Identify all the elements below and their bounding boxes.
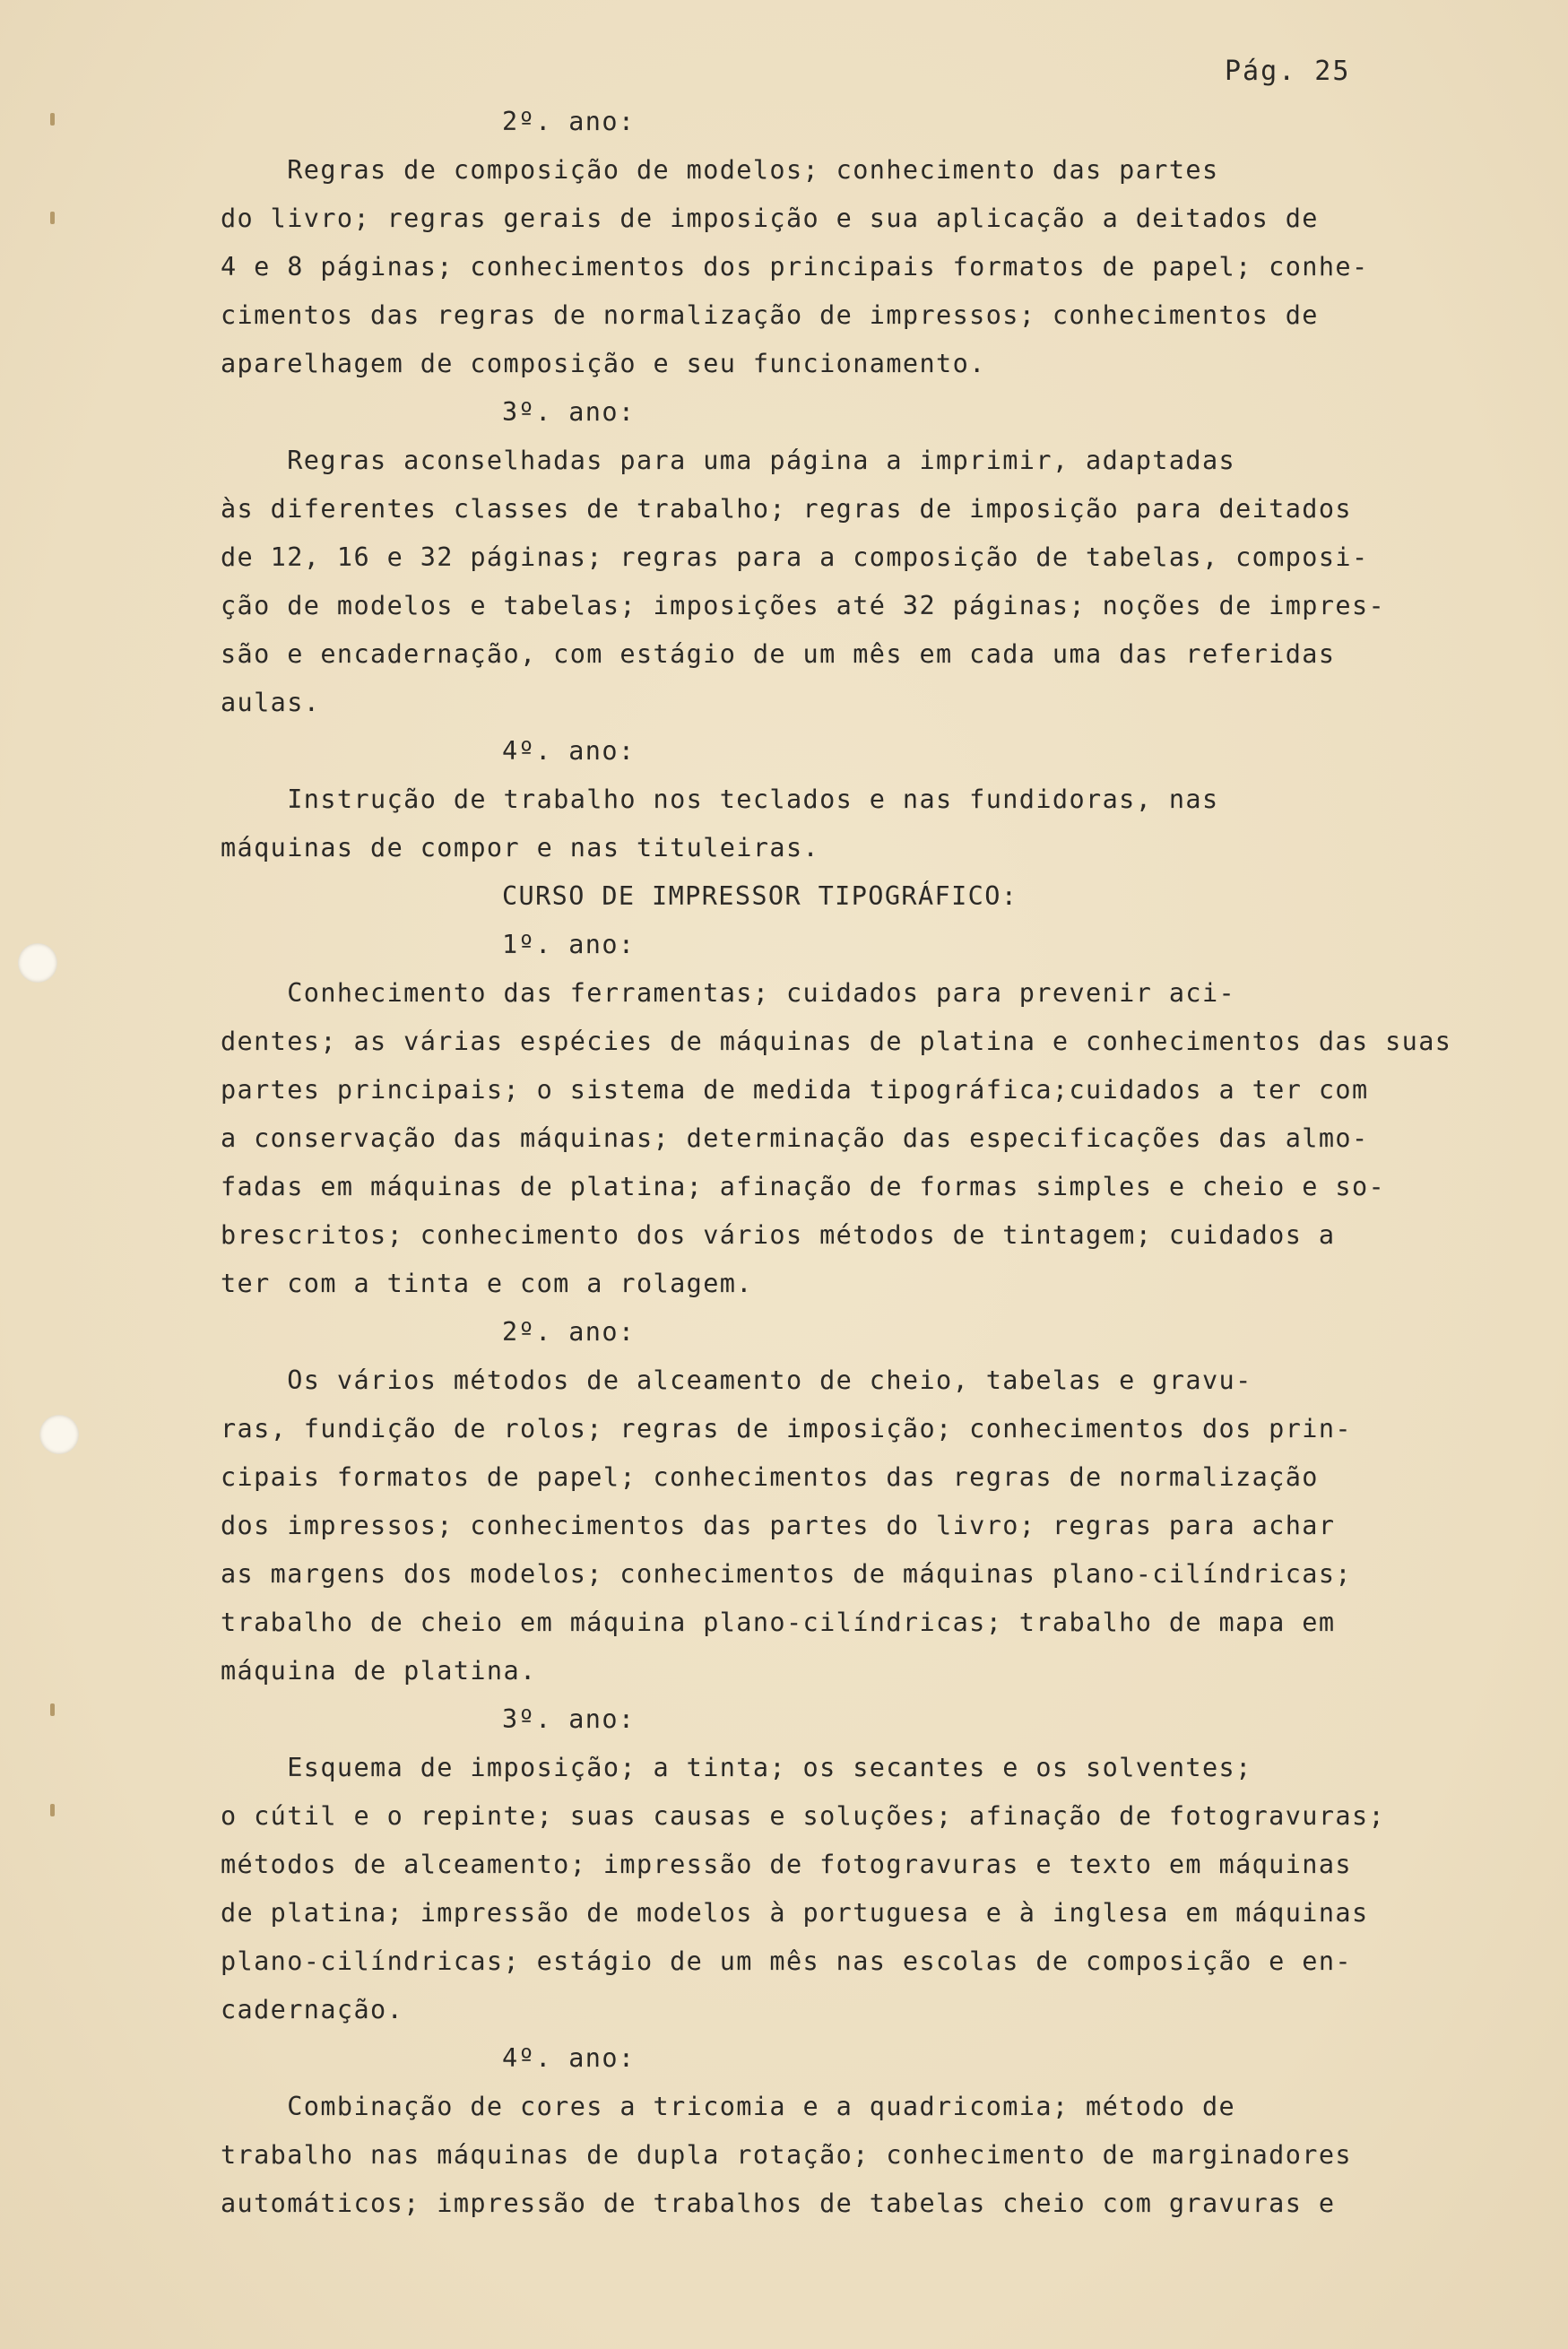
text-line: as margens dos modelos; conhecimentos de máquinas plano-cilíndricas; (221, 1559, 1352, 1589)
text-line: 4 e 8 páginas; conhecimentos dos principais formatos de papel; conhe- (221, 252, 1369, 282)
text-line: cimentos das regras de normalização de impressos; conhecimentos de (221, 300, 1319, 330)
text-line: plano-cilíndricas; estágio de um mês nas escolas de composição e en- (221, 1946, 1352, 1976)
text-line: trabalho nas máquinas de dupla rotação; conhecimento de marginadores (221, 2140, 1352, 2170)
text-line: Combinação de cores a tricomia e a quadricomia; método de (221, 2092, 1236, 2121)
text-line: 1º. ano: (502, 930, 636, 959)
margin-mark (50, 1804, 55, 1816)
text-line: a conservação das máquinas; determinação das especificações das almo- (221, 1123, 1369, 1153)
text-line: ção de modelos e tabelas; imposições até 32 páginas; noções de impres- (221, 591, 1386, 620)
binder-hole-top (18, 943, 57, 983)
margin-mark (50, 1703, 55, 1716)
text-line: Regras aconselhadas para uma página a imprimir, adaptadas (221, 446, 1236, 475)
text-line: do livro; regras gerais de imposição e sua aplicação a deitados de (221, 204, 1319, 233)
text-line: o cútil e o repinte; suas causas e soluções; afinação de fotogravuras; (221, 1801, 1386, 1831)
text-line: dos impressos; conhecimentos das partes do livro; regras para achar (221, 1511, 1336, 1540)
text-line: de platina; impressão de modelos à portuguesa e à inglesa em máquinas (221, 1898, 1369, 1928)
text-line: Conhecimento das ferramentas; cuidados para prevenir aci- (221, 978, 1236, 1008)
text-line: de 12, 16 e 32 páginas; regras para a composição de tabelas, composi- (221, 542, 1369, 572)
text-line: 3º. ano: (502, 1704, 636, 1734)
text-line: aparelhagem de composição e seu funcionamento. (221, 349, 986, 378)
text-line: 4º. ano: (502, 2043, 636, 2073)
text-line: 2º. ano: (502, 107, 636, 136)
margin-mark (50, 212, 55, 224)
text-line: às diferentes classes de trabalho; regras de imposição para deitados (221, 494, 1352, 524)
text-line: máquinas de compor e nas tituleiras. (221, 833, 820, 862)
text-line: cadernação. (221, 1995, 404, 2024)
margin-mark (50, 113, 55, 126)
text-line: 3º. ano: (502, 397, 636, 427)
text-line: automáticos; impressão de trabalhos de tabelas cheio com gravuras e (221, 2189, 1336, 2218)
text-line: 2º. ano: (502, 1317, 636, 1347)
text-line: ter com a tinta e com a rolagem. (221, 1269, 753, 1298)
text-line: brescritos; conhecimento dos vários métodos de tintagem; cuidados a (221, 1220, 1336, 1250)
text-line: ras, fundição de rolos; regras de imposição; conhecimentos dos prin- (221, 1414, 1352, 1443)
text-line: métodos de alceamento; impressão de fotogravuras e texto em máquinas (221, 1850, 1352, 1879)
text-line: são e encadernação, com estágio de um mês em cada uma das referidas (221, 639, 1336, 669)
text-line: dentes; as várias espécies de máquinas de platina e conhecimentos das suas (221, 1027, 1452, 1056)
text-line: Regras de composição de modelos; conhecimento das partes (221, 155, 1219, 185)
section-heading: CURSO DE IMPRESSOR TIPOGRÁFICO: (502, 881, 1018, 911)
text-line: trabalho de cheio em máquina plano-cilíndricas; trabalho de mapa em (221, 1608, 1336, 1637)
binder-hole-middle (39, 1415, 79, 1454)
text-line: Os vários métodos de alceamento de cheio, tabelas e gravu- (221, 1365, 1252, 1395)
page-number: Pág. 25 (1225, 56, 1351, 87)
text-line: partes principais; o sistema de medida tipográfica;cuidados a ter com (221, 1075, 1369, 1105)
text-line: aulas. (221, 688, 321, 717)
text-line: máquina de platina. (221, 1656, 537, 1686)
text-line: fadas em máquinas de platina; afinação de formas simples e cheio e so- (221, 1172, 1386, 1201)
text-line: Instrução de trabalho nos teclados e nas fundidoras, nas (221, 784, 1219, 814)
text-line: 4º. ano: (502, 736, 636, 766)
text-line: Esquema de imposição; a tinta; os secantes e os solventes; (221, 1753, 1252, 1782)
text-line: cipais formatos de papel; conhecimentos das regras de normalização (221, 1462, 1319, 1492)
